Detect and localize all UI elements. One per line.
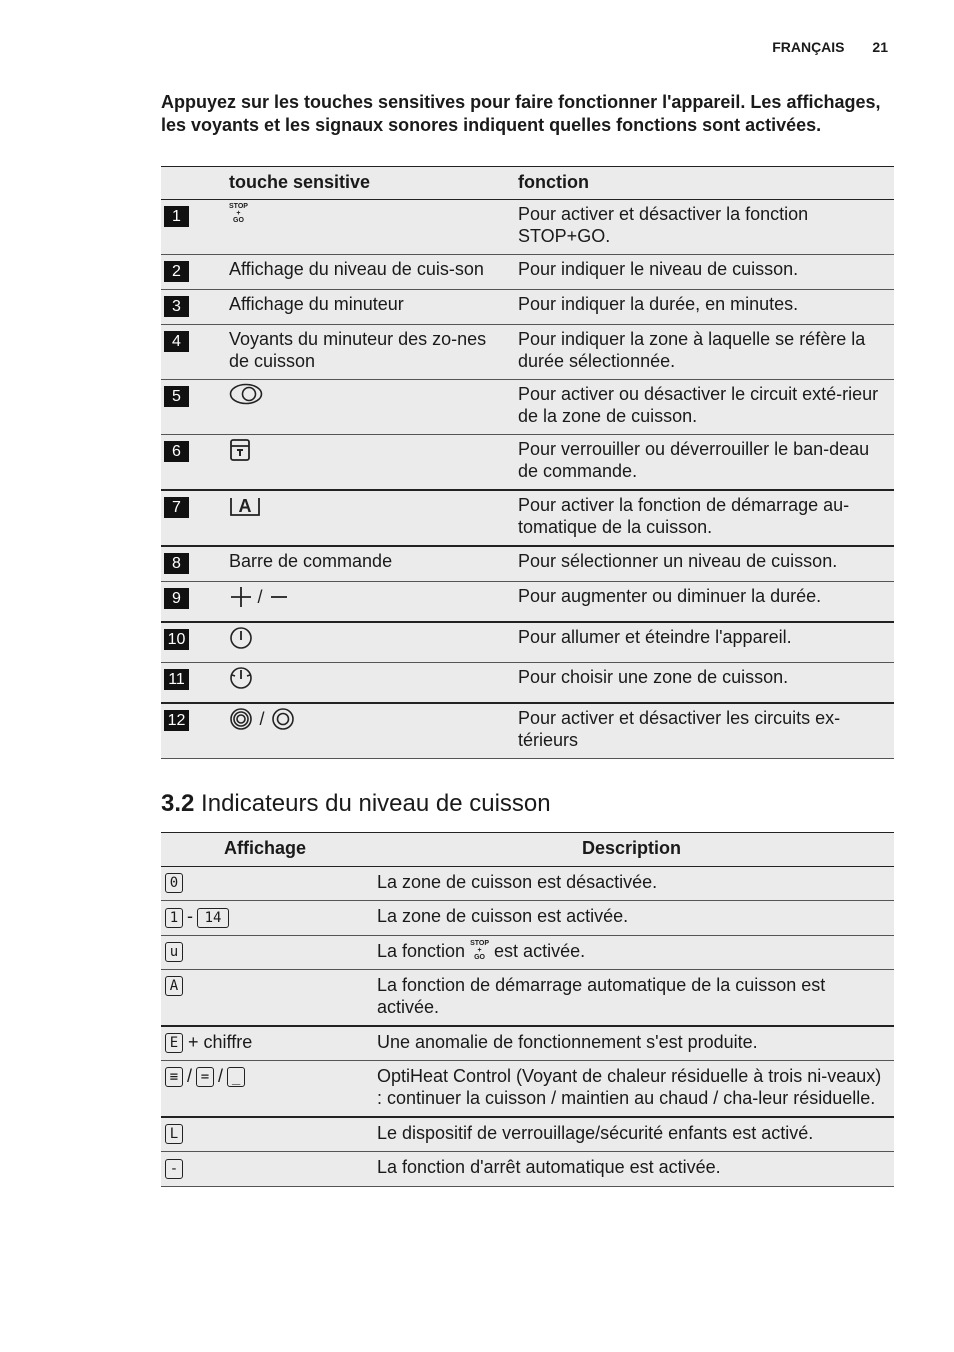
desc-before: La fonction [377,940,466,961]
row-number-cell [161,435,225,491]
table-row [161,1061,894,1118]
row-number-cell [161,255,225,290]
function-cell: Pour activer la fonction de démarrage au-tomatique de la cuisson. [514,490,894,546]
table-row [161,325,894,380]
function-header: fonction [514,167,894,200]
segment-display-icon: 1 [165,908,183,928]
table-row [161,969,894,1026]
page-number: 21 [872,39,888,55]
description-cell [369,1152,894,1186]
description-text: La fonction de démarrage automatique de la cuisson est activée. [377,974,826,1017]
language-label: FRANÇAIS [772,39,845,55]
row-number-cell [161,546,225,582]
display-header: Affichage [161,833,369,867]
row-number: 5 [164,386,189,407]
row-number: 12 [164,710,189,731]
description-cell [369,1117,894,1152]
row-number: 3 [164,296,189,317]
display-cell [161,1152,369,1186]
stop-go-text: + [236,210,241,217]
stop-go-text: + [477,946,482,954]
function-cell: Pour allumer et éteindre l'appareil. [514,622,894,663]
row-number-cell [161,325,225,380]
description-text: OptiHeat Control (Voyant de chaleur résiduelle à trois ni-veaux) : continuer la cuisson / maintien au chaud / cha-leur résiduelle. [377,1066,882,1108]
description-text: Le dispositif de verrouillage/sécurité enfants est activé. [377,1123,814,1143]
section-title: Indicateurs du niveau de cuisson [201,790,551,817]
svg-text:/: / [259,709,265,729]
touch-cell [225,703,514,759]
description-text: Une anomalie de fonctionnement s'est produite. [377,1031,758,1052]
touch-cell [225,380,514,435]
stop-go-text: GO [474,953,485,961]
table-row [161,901,894,935]
display-cell [161,1026,369,1061]
table-row [161,290,894,325]
stop-go-icon [229,203,248,224]
function-cell: Pour indiquer la zone à laquelle se réfère la durée sélectionnée. [514,325,894,380]
row-number-cell [161,490,225,546]
touch-label: Affichage du minuteur [229,294,404,314]
row-number: 6 [164,441,189,462]
table-row [161,935,894,969]
function-cell: Pour indiquer la durée, en minutes. [514,290,894,325]
table-row [161,490,894,546]
table-row [161,582,894,623]
svg-text:/: / [257,587,263,607]
touch-cell [225,546,514,582]
table-row [161,663,894,704]
stop-go-icon [470,940,489,961]
separator: / [218,1066,224,1086]
segment-display-icon: L [165,1124,183,1144]
row-number: 9 [164,588,189,609]
row-number: 7 [164,497,189,518]
display-cell [161,867,369,901]
segment-display-icon: _ [227,1067,245,1087]
separator: / [187,1066,193,1086]
function-cell: Pour sélectionner un niveau de cuisson. [514,546,894,582]
segment-display-icon: - [165,1159,183,1179]
row-number: 2 [164,261,189,282]
row-number: 11 [164,669,189,690]
display-cell [161,935,369,969]
display-cell [161,1117,369,1152]
touch-label: Voyants du minuteur des zo-nes de cuisson [229,329,487,371]
touch-cell [225,325,514,380]
row-number: 8 [164,553,189,574]
row-number-cell [161,200,225,255]
description-cell [369,867,894,901]
stop-go-text: STOP [229,203,248,210]
touch-cell [225,255,514,290]
touch-label: Barre de commande [229,551,393,571]
plus-minus-icon [229,585,291,614]
table-row [161,703,894,759]
touch-label: Affichage du niveau de cuis-son [229,259,484,279]
touch-cell [225,435,514,491]
row-number-cell [161,663,225,704]
segment-display-icon: u [165,942,183,962]
svg-text:A: A [238,496,252,516]
row-number: 4 [164,331,189,352]
function-cell: Pour indiquer le niveau de cuisson. [514,255,894,290]
empty-header [161,167,225,200]
description-text: La zone de cuisson est désactivée. [377,872,658,892]
segment-display-icon: A [165,976,183,996]
row-number-cell [161,622,225,663]
segment-display-icon: 0 [165,873,183,893]
zone-select-icon [229,666,253,695]
table-row [161,546,894,582]
row-number: 10 [164,629,189,650]
description-text: La zone de cuisson est activée. [377,906,629,927]
separator: - [187,906,193,927]
segment-display-icon: E [165,1033,183,1053]
table-row [161,435,894,491]
table-row [161,380,894,435]
description-cell [369,1061,894,1118]
row-number-cell [161,703,225,759]
touch-cell [225,200,514,255]
table-row [161,200,894,255]
touch-cell [225,582,514,623]
display-cell [161,969,369,1026]
stop-go-text: STOP [470,939,490,947]
auto-start-icon [229,494,261,523]
touch-controls-table [161,166,894,759]
row-number-cell [161,582,225,623]
description-cell [369,935,894,969]
outer-circuits-icon [229,707,297,736]
description-cell [369,969,894,1026]
desc-after: est activée. [494,940,586,961]
touch-cell [225,663,514,704]
table-row [161,1152,894,1186]
touch-cell [225,290,514,325]
touch-cell [225,490,514,546]
row-number: 1 [164,206,189,227]
intro-paragraph: Appuyez sur les touches sensitives pour faire fonctionner l'appareil. Les affichages, les voyants et les signaux sonores indiquent quelles fonctions sont activées. [161,92,881,135]
section-heading [161,790,551,818]
segment-display-icon: ≡ [165,1067,183,1087]
section-number: 3.2 [161,790,195,817]
description-text: La fonction d'arrêt automatique est activée. [377,1157,721,1178]
outer-circuit-icon [229,383,263,410]
lock-icon [229,438,251,467]
function-cell: Pour verrouiller ou déverrouiller le ban-deau de commande. [514,435,894,491]
row-number-cell [161,290,225,325]
segment-display-icon: 14 [197,908,229,928]
table-row [161,255,894,290]
stop-go-text: GO [233,217,244,224]
touch-cell [225,622,514,663]
page-header [748,39,888,55]
row-number-cell [161,380,225,435]
display-cell [161,901,369,935]
touch-header: touche sensitive [225,167,514,200]
description-cell [369,901,894,935]
function-cell: Pour activer et désactiver la fonction STOP+GO. [514,200,894,255]
table-row [161,622,894,663]
power-icon [229,626,253,655]
table-row [161,867,894,901]
display-suffix: + chiffre [188,1031,253,1052]
function-cell: Pour activer ou désactiver le circuit exté-rieur de la zone de cuisson. [514,380,894,435]
segment-display-icon: = [196,1067,214,1087]
function-cell: Pour activer et désactiver les circuits ex-térieurs [514,703,894,759]
function-cell: Pour augmenter ou diminuer la durée. [514,582,894,623]
table-row [161,1117,894,1152]
display-indicators-table [161,832,894,1187]
description-header: Description [369,833,894,867]
description-cell [369,1026,894,1061]
display-cell [161,1061,369,1118]
function-cell: Pour choisir une zone de cuisson. [514,663,894,704]
table-row [161,1026,894,1061]
